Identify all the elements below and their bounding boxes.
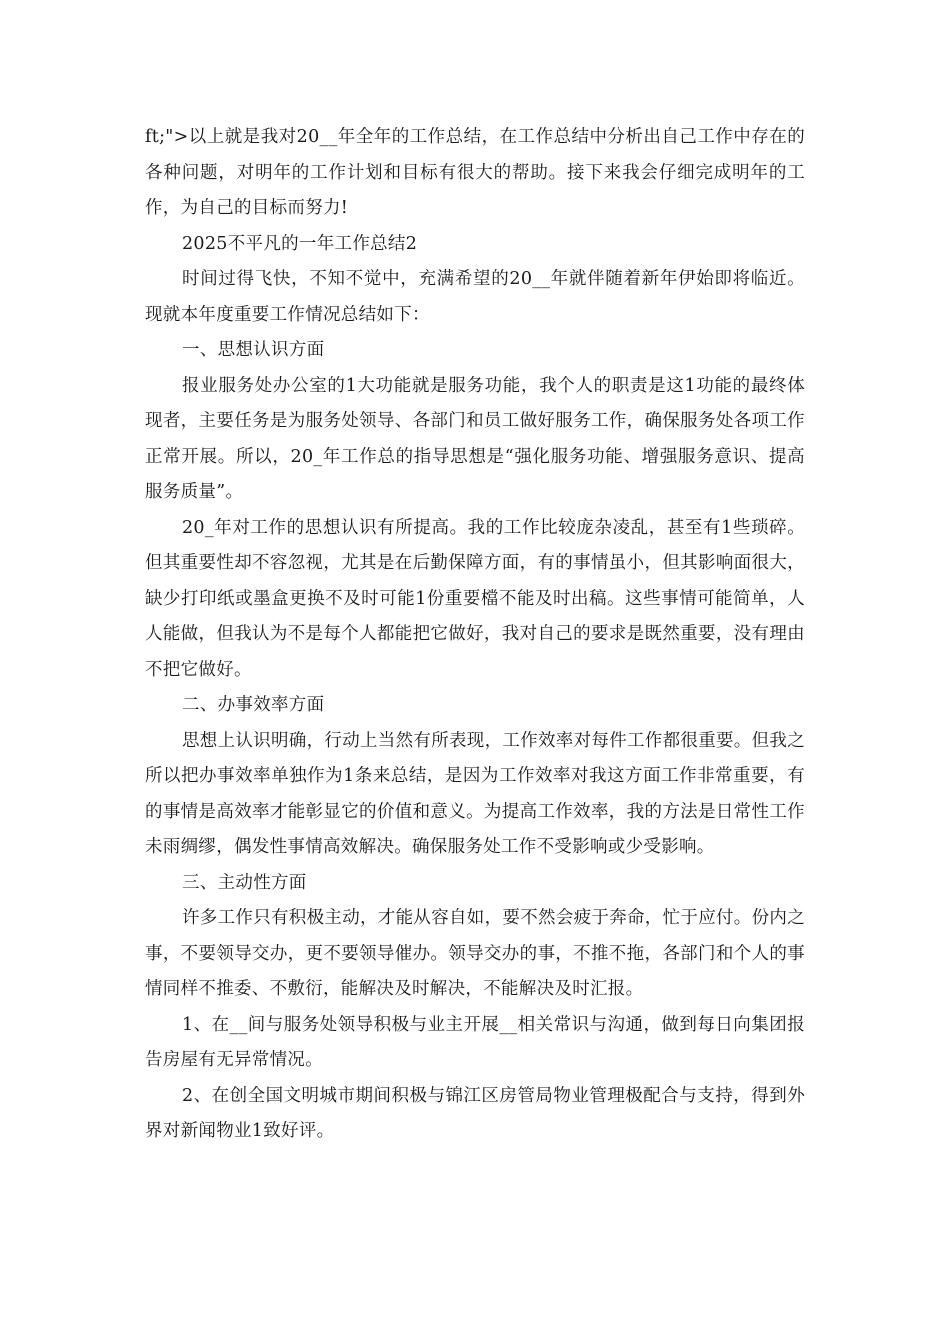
paragraph-efficiency: 思想上认识明确，行动上当然有所表现，工作效率对每件工作都很重要。但我之所以把办事效率单独作为1条来总结，是因为工作效率对我这方面工作非常重要，有的事情是高效率才能彰显它的价值和意义。为提高工作效率，我的方法是日常性工作未雨绸缪，偶发性事情高效解决。确保服务处工作不受影响或少受影响。	[145, 730, 805, 857]
paragraph-intro: ft;">以上就是我对20__年全年的工作总结，在工作总结中分析出自己工作中存在的各种问题，对明年的工作计划和目标有很大的帮助。接下来我会仔细完成明年的工作，为自己的目标而努力!	[145, 127, 805, 218]
heading-efficiency: 二、办事效率方面	[182, 695, 325, 715]
heading-thinking: 一、思想认识方面	[182, 340, 325, 360]
paragraph-initiative: 许多工作只有积极主动，才能从容自如，要不然会疲于奔命，忙于应付。份内之事，不要领导交办，更不要领导催办。领导交办的事，不推不拖，各部门和个人的事情同样不推委、不敷衍，能解决及时解决，不能解决及时汇报。	[145, 908, 805, 999]
document-body	[145, 120, 805, 1150]
list-item-2: 2、在创全国文明城市期间积极与锦江区房管局物业管理极配合与支持，得到外界对新闻物业1致好评。	[145, 1085, 805, 1141]
section-title: 2025不平凡的一年工作总结2	[182, 233, 418, 254]
paragraph-thinking-2: 20_年对工作的思想认识有所提高。我的工作比较庞杂凌乱，甚至有1些琐碎。但其重要性却不容忽视，尤其是在后勤保障方面，有的事情虽小，但其影响面很大，缺少打印纸或墨盒更换不及时可能1份重要檔不能及时出稿。这些事情可能简单，人人能做，但我认为不是每个人都能把它做好，我对自己的要求是既然重要，没有理由不把它做好。	[145, 517, 805, 680]
list-item-1: 1、在__间与服务处领导积极与业主开展__相关常识与沟通，做到每日向集团报告房屋有无异常情况。	[145, 1014, 805, 1070]
paragraph-thinking-1: 报业服务处办公室的1大功能就是服务功能，我个人的职责是这1功能的最终体现者，主要任务是为服务处领导、各部门和员工做好服务工作，确保服务处各项工作正常开展。所以，20_年工作总的指导思想是“强化服务功能、增强服务意识、提高服务质量”。	[145, 375, 805, 502]
paragraph-opening: 时间过得飞快，不知不觉中，充满希望的20__年就伴随着新年伊始即将临近。现就本年度重要工作情况总结如下：	[145, 269, 805, 325]
heading-initiative: 三、主动性方面	[182, 872, 307, 893]
